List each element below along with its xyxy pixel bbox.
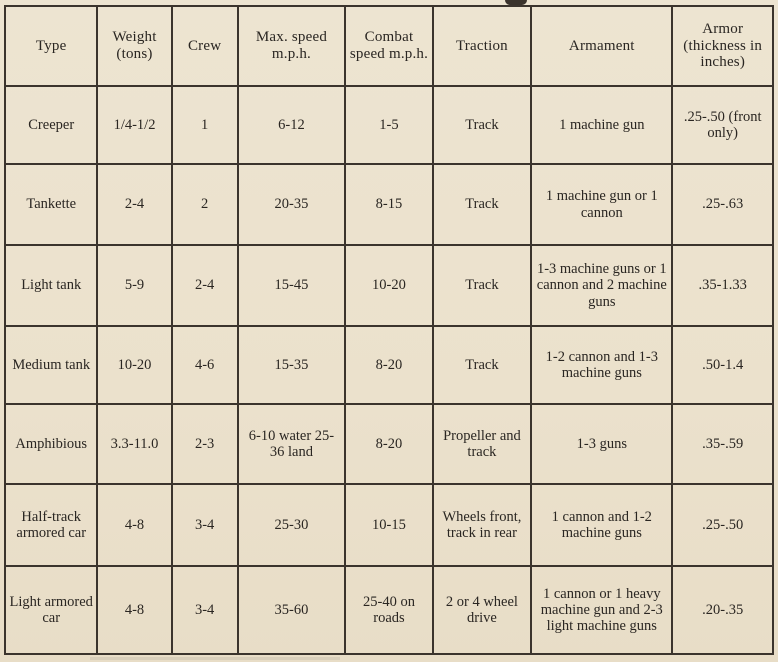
cell-combat-speed: 1-5 (345, 86, 432, 164)
table-row (5, 164, 773, 245)
table-row (5, 86, 773, 164)
cell-type: Half-track armored car (5, 484, 97, 566)
cell-type: Creeper (5, 86, 97, 164)
cell-crew: 2-3 (172, 404, 238, 484)
cell-traction: Track (433, 326, 532, 404)
header-armament: Armament (531, 6, 672, 86)
cell-type: Medium tank (5, 326, 97, 404)
cell-traction: Propeller and track (433, 404, 532, 484)
cell-combat-speed: 10-15 (345, 484, 432, 566)
cell-crew: 2-4 (172, 245, 238, 326)
cell-armament: 1-2 cannon and 1-3 machine guns (531, 326, 672, 404)
header-crew: Crew (172, 6, 238, 86)
cell-armor: .35-.59 (672, 404, 773, 484)
header-type: Type (5, 6, 97, 86)
cell-crew: 4-6 (172, 326, 238, 404)
cell-traction: Track (433, 164, 532, 245)
cell-traction: Track (433, 86, 532, 164)
cell-weight: 5-9 (97, 245, 171, 326)
cell-weight: 10-20 (97, 326, 171, 404)
cell-max-speed: 6-12 (238, 86, 346, 164)
cell-armament: 1 cannon and 1-2 machine guns (531, 484, 672, 566)
cell-weight: 1/4-1/2 (97, 86, 171, 164)
cell-type: Amphibious (5, 404, 97, 484)
table-row (5, 326, 773, 404)
header-weight: Weight (tons) (97, 6, 171, 86)
cell-type: Tankette (5, 164, 97, 245)
header-traction: Traction (433, 6, 532, 86)
cell-armor: .50-1.4 (672, 326, 773, 404)
cell-crew: 3-4 (172, 484, 238, 566)
page-edge-strip (90, 657, 340, 660)
cell-armament: 1 machine gun (531, 86, 672, 164)
header-row (5, 6, 773, 86)
cell-max-speed: 25-30 (238, 484, 346, 566)
cell-type: Light tank (5, 245, 97, 326)
cell-combat-speed: 8-15 (345, 164, 432, 245)
cell-max-speed: 6-10 water 25-36 land (238, 404, 346, 484)
header-armor: Armor (thickness in inches) (672, 6, 773, 86)
cell-max-speed: 15-45 (238, 245, 346, 326)
cell-combat-speed: 10-20 (345, 245, 432, 326)
cell-traction: 2 or 4 wheel drive (433, 566, 532, 654)
cell-type: Light armored car (5, 566, 97, 654)
table-row (5, 245, 773, 326)
cell-armor: .25-.50 (672, 484, 773, 566)
cell-combat-speed: 25-40 on roads (345, 566, 432, 654)
table-row (5, 484, 773, 566)
cell-traction: Track (433, 245, 532, 326)
cell-max-speed: 15-35 (238, 326, 346, 404)
cell-combat-speed: 8-20 (345, 404, 432, 484)
cell-armament: 1 cannon or 1 heavy machine gun and 2-3 light machine guns (531, 566, 672, 654)
cell-max-speed: 20-35 (238, 164, 346, 245)
cell-weight: 3.3-11.0 (97, 404, 171, 484)
cell-armament: 1-3 machine guns or 1 cannon and 2 machine guns (531, 245, 672, 326)
cell-crew: 2 (172, 164, 238, 245)
cell-crew: 1 (172, 86, 238, 164)
cell-armament: 1 machine gun or 1 cannon (531, 164, 672, 245)
header-max-speed: Max. speed m.p.h. (238, 6, 346, 86)
header-combat-speed: Combat speed m.p.h. (345, 6, 432, 86)
cell-weight: 2-4 (97, 164, 171, 245)
cell-armor: .35-1.33 (672, 245, 773, 326)
cell-max-speed: 35-60 (238, 566, 346, 654)
cell-armor: .25-.50 (front only) (672, 86, 773, 164)
cell-armor: .25-.63 (672, 164, 773, 245)
cell-armament: 1-3 guns (531, 404, 672, 484)
table-row (5, 404, 773, 484)
cell-armor: .20-.35 (672, 566, 773, 654)
cell-crew: 3-4 (172, 566, 238, 654)
table-row (5, 566, 773, 654)
tank-comparison-table (4, 5, 774, 655)
cell-combat-speed: 8-20 (345, 326, 432, 404)
cell-weight: 4-8 (97, 566, 171, 654)
cell-traction: Wheels front, track in rear (433, 484, 532, 566)
cell-weight: 4-8 (97, 484, 171, 566)
